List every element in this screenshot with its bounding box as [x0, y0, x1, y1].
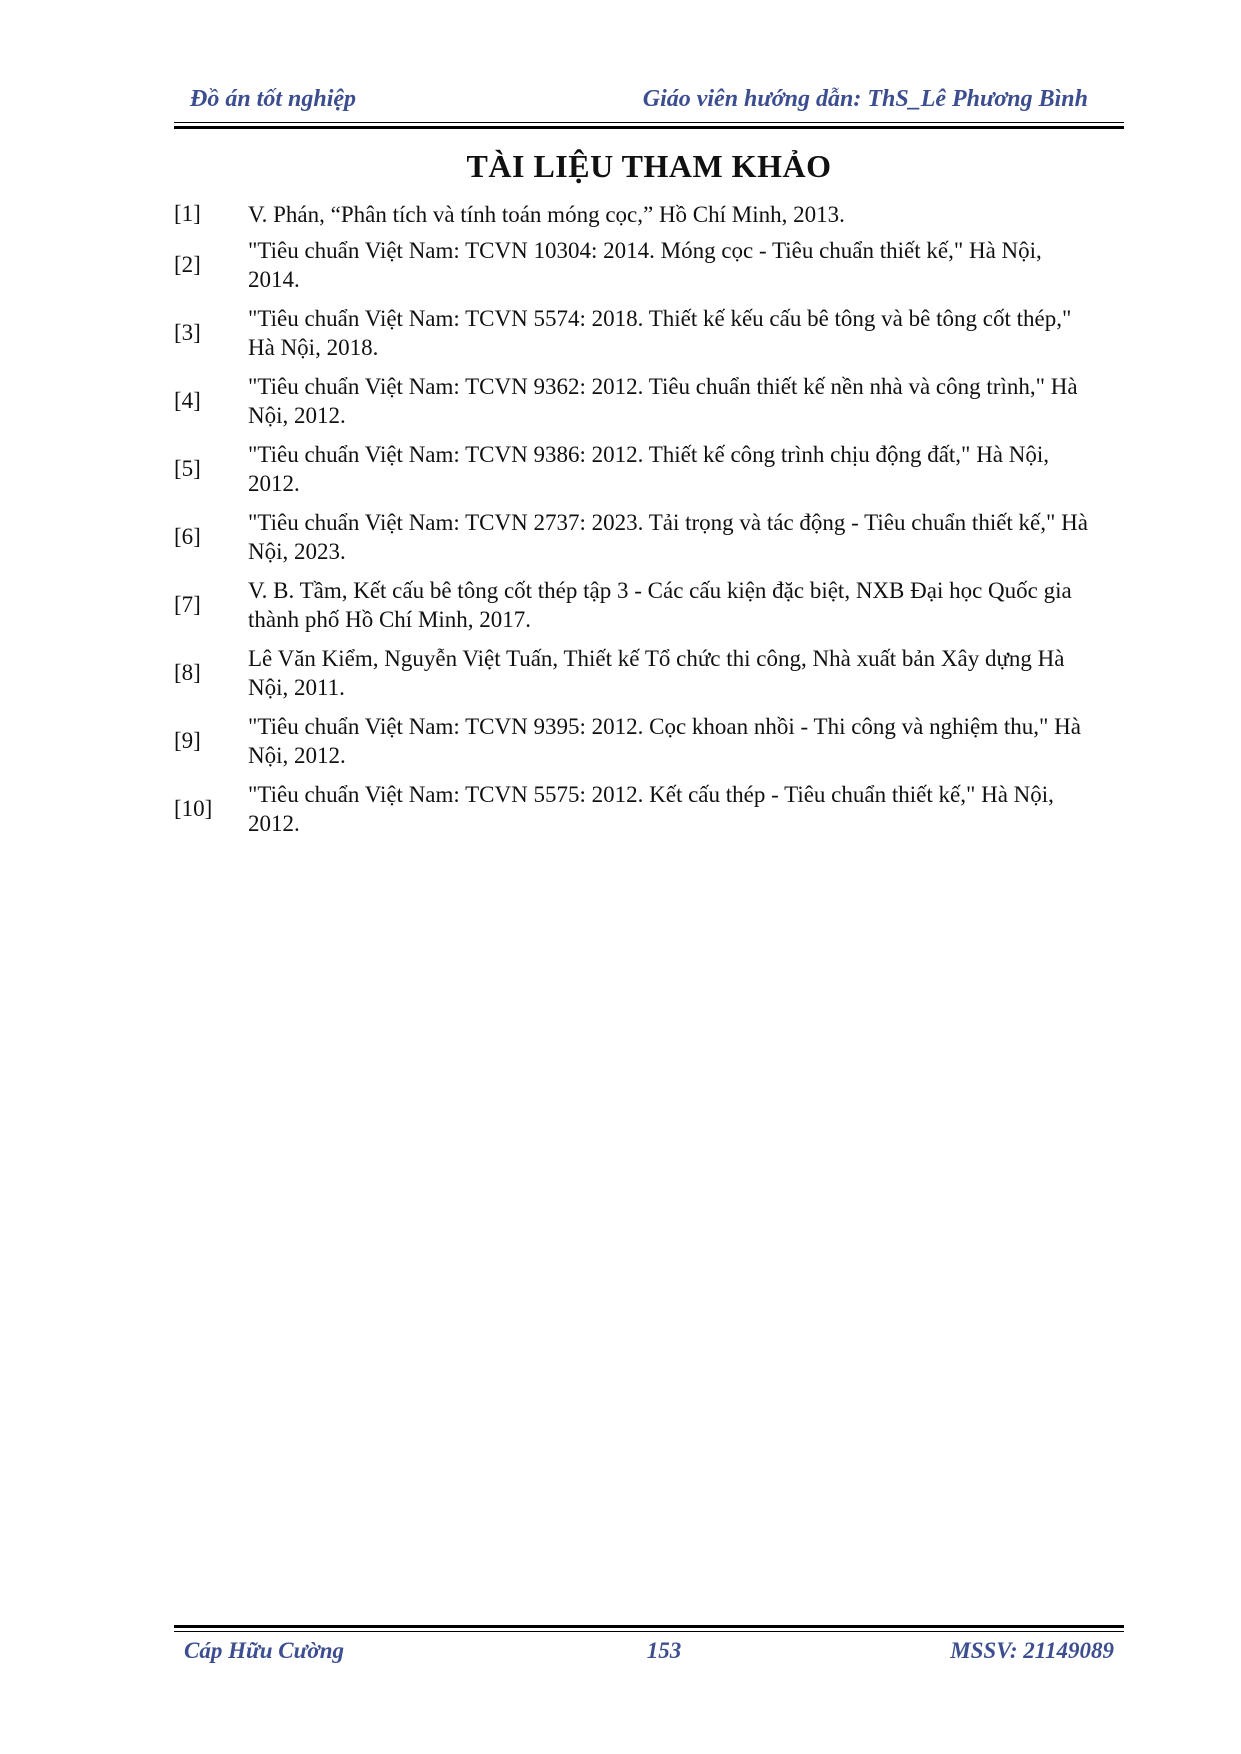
page-number: 153: [646, 1638, 682, 1663]
reference-text: V. Phán, “Phân tích và tính toán móng cọc,” Hồ Chí Minh, 2013.: [248, 201, 845, 227]
reference-item: [174, 304, 1104, 362]
header-document-type: Đồ án tốt nghiệp: [190, 86, 357, 112]
reference-item: [174, 644, 1104, 702]
reference-number: [8]: [174, 660, 201, 685]
reference-number: [6]: [174, 524, 201, 549]
reference-text: Lê Văn Kiểm, Nguyễn Việt Tuấn, Thiết kế Tổ chức thi công, Nhà xuất bản Xây dựng Hà Nội, 2011.: [248, 646, 1065, 700]
reference-number: [7]: [174, 592, 201, 617]
reference-item: [174, 780, 1104, 838]
page-title: TÀI LIỆU THAM KHẢO: [466, 148, 832, 184]
footer-rule-thin: [174, 1631, 1124, 1632]
reference-number: [2]: [174, 252, 201, 277]
page-header: [174, 86, 1124, 122]
reference-text: "Tiêu chuẩn Việt Nam: TCVN 9395: 2012. Cọc khoan nhồi - Thi công và nghiệm thu," Hà Nội, 2012.: [248, 714, 1081, 768]
reference-item: [174, 440, 1104, 498]
reference-item: [174, 236, 1104, 294]
reference-number: [5]: [174, 456, 201, 481]
header-rule-thick: [174, 126, 1124, 129]
reference-item: [174, 508, 1104, 566]
reference-number: [1]: [174, 201, 201, 226]
reference-text: "Tiêu chuẩn Việt Nam: TCVN 5575: 2012. Kết cấu thép - Tiêu chuẩn thiết kế," Hà Nội, 2012.: [248, 782, 1054, 836]
reference-item: [174, 372, 1104, 430]
reference-text: "Tiêu chuẩn Việt Nam: TCVN 5574: 2018. Thiết kế kếu cấu bê tông và bê tông cốt thép," Hà Nội, 2018.: [248, 306, 1072, 360]
header-rule-thin: [174, 122, 1124, 123]
reference-text: "Tiêu chuẩn Việt Nam: TCVN 10304: 2014. Móng cọc - Tiêu chuẩn thiết kế," Hà Nội, 2014.: [248, 238, 1042, 292]
reference-text: "Tiêu chuẩn Việt Nam: TCVN 9362: 2012. Tiêu chuẩn thiết kế nền nhà và công trình," Hà Nội, 2012.: [248, 374, 1078, 428]
reference-text: V. B. Tầm, Kết cấu bê tông cốt thép tập 3 - Các cấu kiện đặc biệt, NXB Đại học Quốc gia thành phố Hồ Chí Minh, 2017.: [248, 578, 1072, 632]
footer-rule-thick: [174, 1625, 1124, 1628]
reference-item: [174, 576, 1104, 634]
reference-number: [9]: [174, 728, 201, 753]
footer-author: Cáp Hữu Cường: [184, 1638, 345, 1663]
reference-number: [10]: [174, 796, 213, 821]
page-footer: [174, 1638, 1124, 1674]
reference-text: "Tiêu chuẩn Việt Nam: TCVN 2737: 2023. Tải trọng và tác động - Tiêu chuẩn thiết kế," Hà Nội, 2023.: [248, 510, 1088, 564]
reference-number: [4]: [174, 388, 201, 413]
reference-list: [174, 198, 1104, 848]
reference-number: [3]: [174, 320, 201, 345]
reference-item: [174, 198, 1104, 230]
footer-student-id: MSSV: 21149089: [950, 1638, 1114, 1663]
reference-item: [174, 712, 1104, 770]
header-supervisor: Giáo viên hướng dẫn: ThS_Lê Phương Bình: [642, 86, 1088, 112]
reference-text: "Tiêu chuẩn Việt Nam: TCVN 9386: 2012. Thiết kế công trình chịu động đất," Hà Nội, 2012.: [248, 442, 1050, 496]
